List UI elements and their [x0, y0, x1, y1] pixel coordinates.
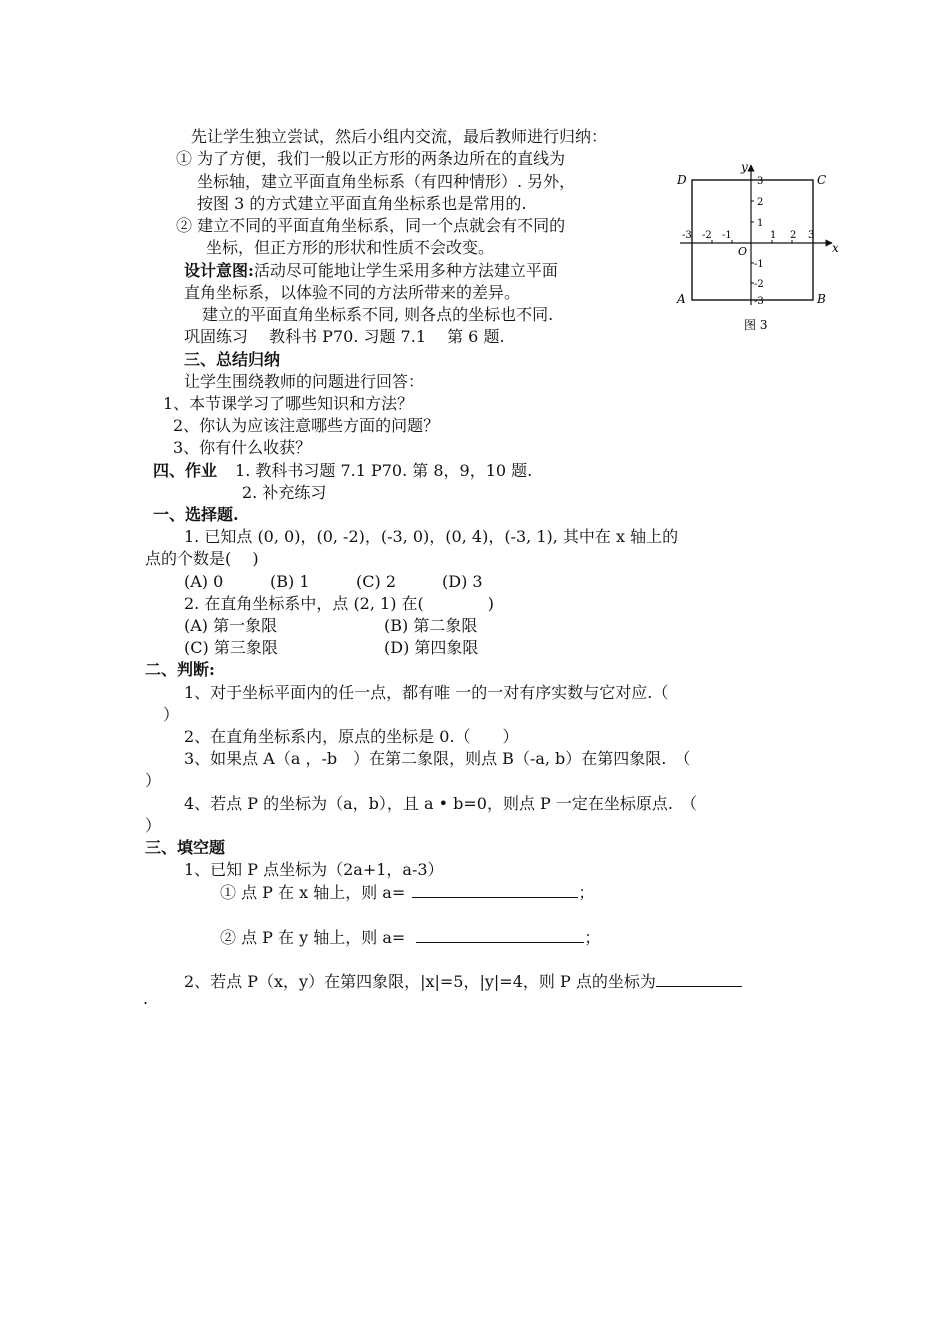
semicolon: ； [578, 883, 595, 902]
judge-q3-line-2: ） [145, 771, 162, 790]
x-tick-label: -3 [682, 230, 692, 241]
answer-blank-3[interactable] [656, 970, 742, 987]
origin-label: O [738, 245, 748, 258]
judge-heading: 二、判断: [145, 660, 215, 679]
option-b: (B) 第二象限 [384, 616, 478, 635]
judge-q3-line-1: 3、如果点 A（a ，-b ）在第二象限，则点 B（-a, b）在第四象限. （ [184, 749, 691, 768]
point-2-line-1: ② 建立不同的平面直角坐标系，同一个点就会有不同的 [176, 216, 566, 235]
corner-b-label: B [817, 292, 826, 306]
homework-line [153, 460, 532, 482]
corner-a-label: A [677, 292, 686, 306]
point-1-line-1: ① 为了方便，我们一般以正方形的两条边所在的直线为 [176, 149, 566, 168]
y-tick-label: -2 [754, 279, 764, 290]
y-tick-label: -3 [754, 296, 764, 307]
choice-q1-line-1: 1. 已知点 (0, 0)，(0, -2)，(-3, 0)，(0, 4)，(-3, 1), 其中在 x 轴上的 [184, 527, 679, 546]
point-1-line-2: 坐标轴，建立平面直角坐标系（有四种情形）. 另外， [197, 172, 576, 191]
fill-q2 [184, 970, 742, 993]
x-tick-label: 3 [808, 230, 815, 241]
y-tick-label: -1 [754, 259, 764, 270]
design-intent-line-3: 建立的平面直角坐标系不同, 则各点的坐标也不同. [202, 305, 554, 324]
fill-q1b-text: ② 点 P 在 y 轴上，则 a= [220, 928, 406, 947]
point-1-line-3: 按图 3 的方式建立平面直角坐标系也是常用的. [197, 194, 527, 213]
y-axis-label: y [741, 160, 748, 174]
homework-item-2: 2. 补充练习 [242, 483, 327, 502]
choice-q2-line-1: 2. 在直角坐标系中，点 (2, 1) 在( ) [184, 594, 495, 613]
fill-q2-text: 2、若点 P（x，y）在第四象限，|x|=5，|y|=4，则 P 点的坐标为 [184, 972, 656, 991]
fill-q1a-text: ① 点 P 在 x 轴上，则 a= [220, 883, 406, 902]
semicolon: ； [584, 928, 601, 947]
answer-blank-2[interactable] [416, 926, 584, 943]
summary-question-1: 1、本节课学习了哪些知识和方法？ [163, 394, 414, 413]
summary-heading: 三、总结归纳 [184, 350, 281, 369]
corner-d-label: D [677, 173, 687, 187]
fill-q2-end: . [143, 989, 149, 1008]
fill-q1a [220, 881, 594, 904]
summary-lead: 让学生围绕教师的问题进行回答： [184, 372, 425, 391]
option-d: (D) 3 [442, 572, 483, 591]
summary-question-2: 2、你认为应该注意哪些方面的问题？ [173, 416, 440, 435]
x-tick-label: 1 [770, 230, 777, 241]
figure-caption: 图 3 [744, 318, 768, 332]
option-a: (A) 0 [184, 572, 224, 591]
figure-3-coordinate-square [674, 155, 844, 335]
judge-q1-line-2: ） [163, 705, 180, 724]
y-tick-label: 1 [757, 218, 764, 229]
design-intent-line-1 [184, 260, 558, 282]
choice-q1-line-2: 点的个数是( ) [145, 549, 259, 568]
choice-q2-options-row-1 [184, 615, 477, 637]
x-tick-label: -1 [722, 230, 732, 241]
intro-line: 先让学生独立尝试，然后小组内交流，最后教师进行归纳： [191, 127, 608, 146]
option-c: (C) 2 [356, 572, 396, 591]
x-tick-label: -2 [702, 230, 712, 241]
point-2-line-2: 坐标，但正方形的形状和性质不会改变。 [206, 238, 495, 257]
y-tick-label: 2 [757, 197, 764, 208]
option-b: (B) 1 [270, 572, 310, 591]
practice-line: 巩固练习 教科书 P70. 习题 7.1 第 6 题. [184, 327, 505, 346]
option-d: (D) 第四象限 [384, 638, 479, 657]
summary-question-3: 3、你有什么收获？ [173, 438, 312, 457]
choice-q1-options [184, 571, 483, 593]
y-tick-label: 3 [757, 176, 764, 187]
fill-q1b [220, 926, 600, 949]
choice-q2-options-row-2 [184, 637, 478, 659]
corner-c-label: C [817, 173, 827, 187]
homework-item-1: 1. 教科书习题 7.1 P70. 第 8，9，10 题. [235, 461, 533, 480]
design-intent-label: 设计意图: [184, 261, 254, 280]
choice-heading: 一、选择题. [153, 505, 239, 524]
fill-heading: 三、填空题 [145, 838, 226, 857]
judge-q2: 2、在直角坐标系内，原点的坐标是 0.（ ） [184, 727, 519, 746]
fill-q1: 1、已知 P 点坐标为（2a+1，a-3） [184, 860, 444, 879]
option-c: (C) 第三象限 [184, 638, 278, 657]
homework-heading: 四、作业 [153, 461, 218, 480]
judge-q4-line-2: ） [145, 816, 162, 835]
option-a: (A) 第一象限 [184, 616, 278, 635]
x-tick-label: 2 [790, 230, 797, 241]
x-axis-label: x [832, 241, 839, 255]
judge-q1-line-1: 1、对于坐标平面内的任一点，都有唯 一的一对有序实数与它对应.（ [184, 683, 669, 702]
design-intent-text: 活动尽可能地让学生采用多种方法建立平面 [253, 261, 558, 280]
answer-blank-1[interactable] [412, 881, 578, 898]
design-intent-line-2: 直角坐标系，以体验不同的方法所带来的差异。 [184, 283, 521, 302]
judge-q4-line-1: 4、若点 P 的坐标为（a，b），且 a • b=0，则点 P 一定在坐标原点. （ [184, 794, 697, 813]
